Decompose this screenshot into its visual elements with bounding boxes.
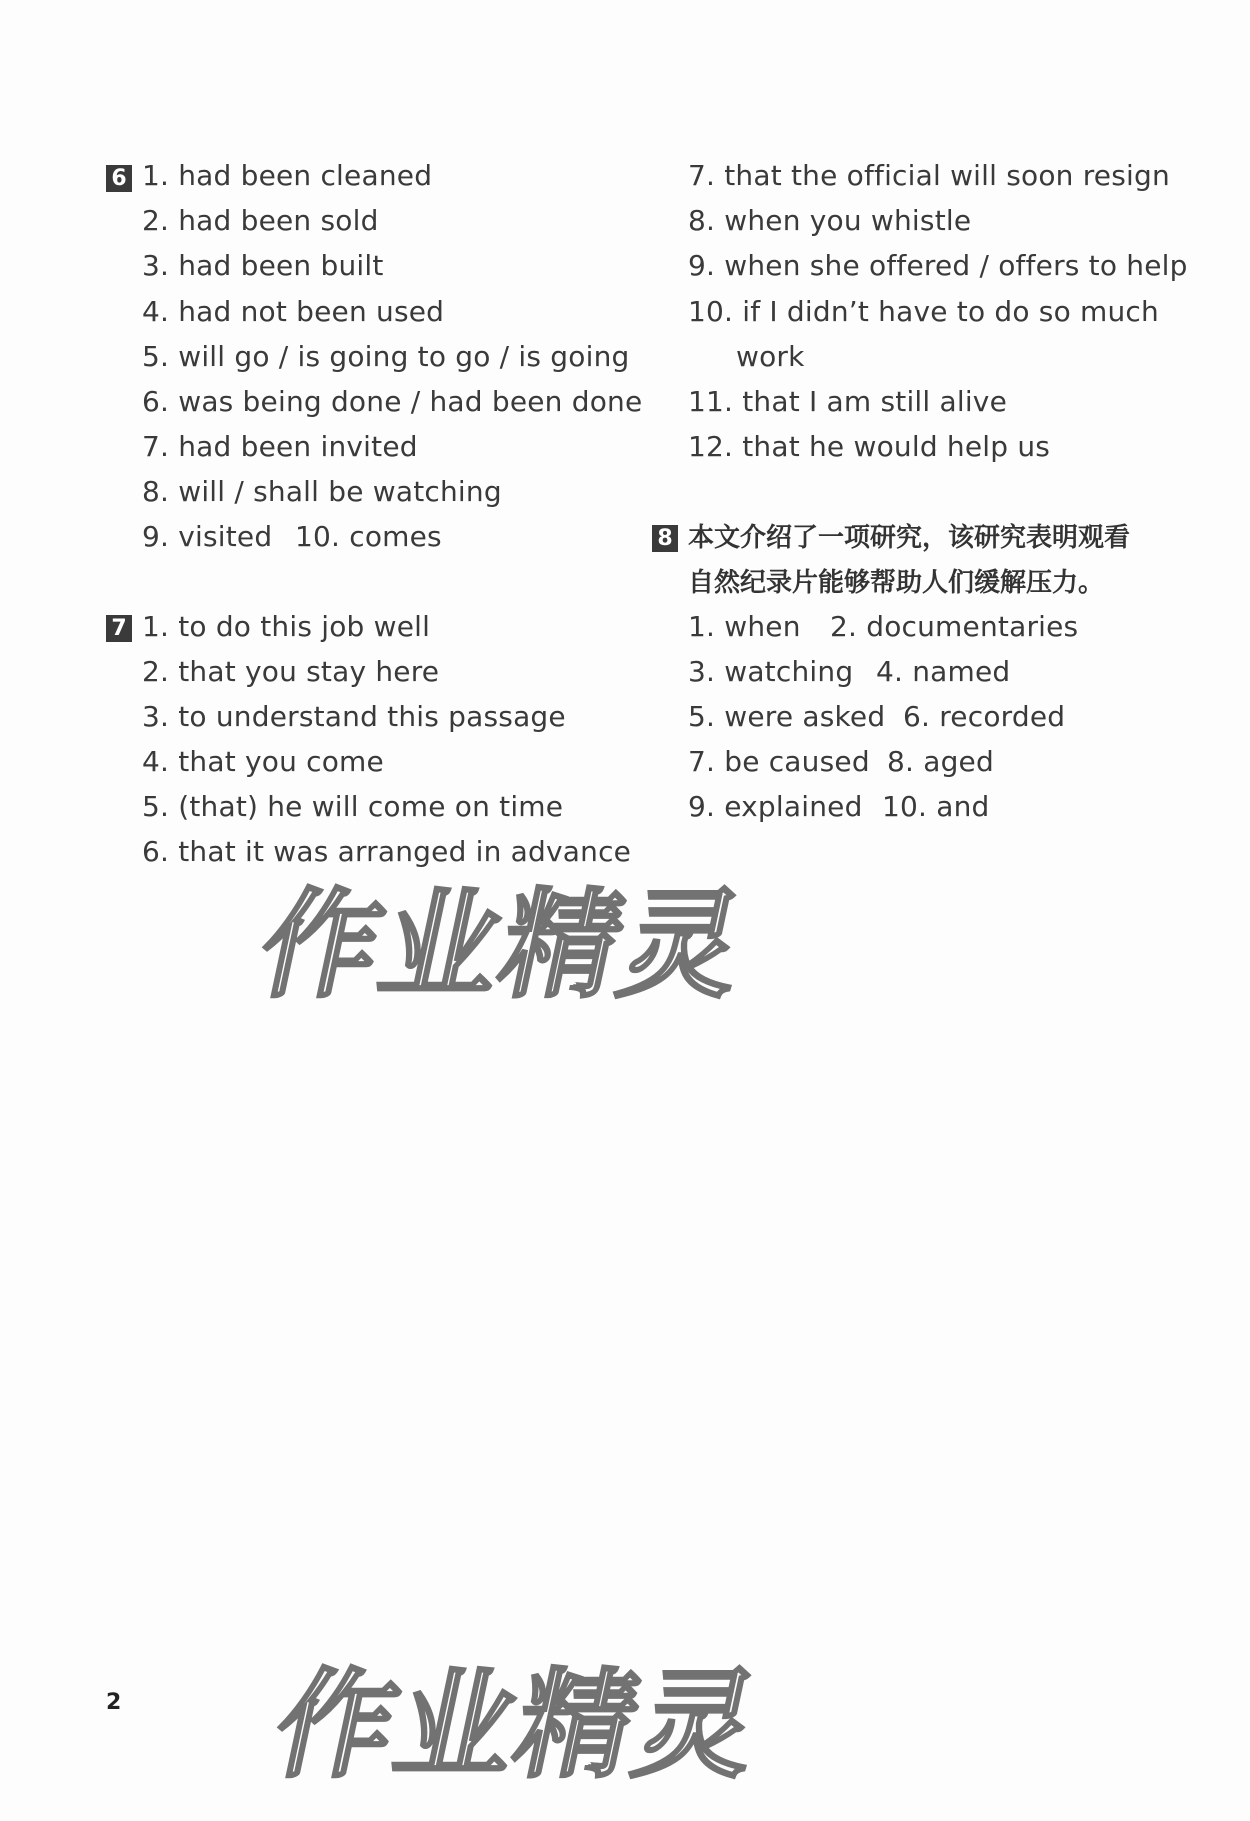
q6-item-5: 5. will go / is going to go / is going — [142, 340, 630, 373]
q7-item-10-cont: work — [736, 340, 805, 373]
q8-item-5: 5. were asked — [688, 700, 886, 733]
q7-item-3: 3. to understand this passage — [142, 700, 566, 733]
q7-item-12: 12. that he would help us — [688, 430, 1051, 463]
q6-item-1: 1. had been cleaned — [142, 159, 433, 192]
q6-item-3: 3. had been built — [142, 249, 384, 282]
q8-item-1: 1. when — [688, 610, 801, 643]
q8-item-7: 7. be caused — [688, 745, 870, 778]
section-7-badge: 7 — [106, 615, 132, 642]
q6-item-10: 10. comes — [295, 520, 442, 553]
q7-item-6: 6. that it was arranged in advance — [142, 835, 632, 868]
q8-item-8: 8. aged — [887, 745, 994, 778]
section-6-badge: 6 — [106, 165, 132, 192]
page-number: 2 — [106, 1690, 122, 1715]
q6-item-7: 7. had been invited — [142, 430, 418, 463]
q8-item-4: 4. named — [876, 655, 1011, 688]
q6-item-2: 2. had been sold — [142, 204, 379, 237]
q8-item-3: 3. watching — [688, 655, 854, 688]
q7-item-7: 7. that the official will soon resign — [688, 159, 1170, 192]
q8-item-6: 6. recorded — [903, 700, 1066, 733]
q7-item-1: 1. to do this job well — [142, 610, 431, 643]
q7-item-10: 10. if I didn’t have to do so much — [688, 295, 1159, 328]
q6-item-9: 9. visited — [142, 520, 273, 553]
q8-item-2: 2. documentaries — [830, 610, 1079, 643]
q7-item-2: 2. that you stay here — [142, 655, 440, 688]
watermark-bottom: 作业精灵 — [263, 1656, 773, 1794]
q8-item-9: 9. explained — [688, 790, 863, 823]
section-8-badge: 8 — [652, 525, 678, 552]
q7-item-9: 9. when she offered / offers to help — [688, 249, 1188, 282]
q6-item-8: 8. will / shall be watching — [142, 475, 502, 508]
watermark-middle: 作业精灵 — [248, 876, 758, 1014]
q6-item-6: 6. was being done / had been done — [142, 385, 643, 418]
q8-item-10: 10. and — [882, 790, 990, 823]
q8-summary-line-1: 本文介绍了一项研究，该研究表明观看 — [688, 523, 1131, 553]
q7-item-5: 5. (that) he will come on time — [142, 790, 564, 823]
q7-item-8: 8. when you whistle — [688, 204, 972, 237]
q7-item-11: 11. that I am still alive — [688, 385, 1008, 418]
q6-item-4: 4. had not been used — [142, 295, 445, 328]
q7-item-4: 4. that you come — [142, 745, 384, 778]
q8-summary-line-2: 自然纪录片能够帮助人们缓解压力。 — [688, 568, 1105, 598]
